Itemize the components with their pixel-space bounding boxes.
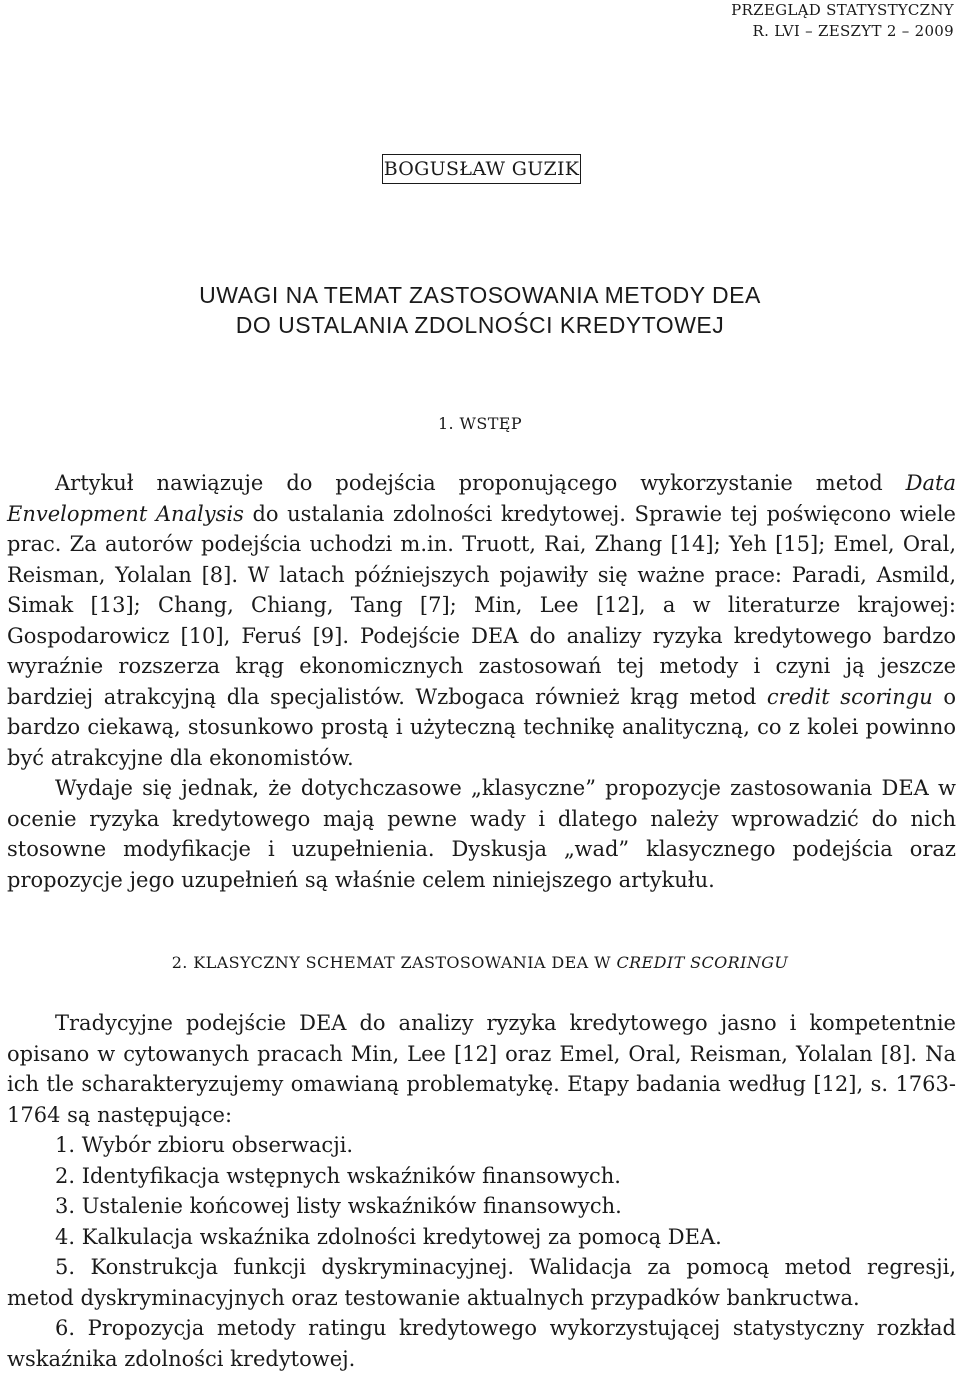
section-2-body — [7, 1008, 956, 1374]
author-name: BOGUSŁAW GUZIK — [382, 154, 581, 184]
section-2-heading — [0, 952, 960, 974]
paragraph-text: do ustalania zdolności kredytowej. Sprawie tej poświęcono wiele prac. Za autorów podejścia uchodzi m.in. Truott, Rai, Zhang [14]; Yeh [15]; Emel, Oral, Reisman, Yolalan [8]. W latach późniejszych pojawiły się ważne prace: Paradi, Asmild, Simak [13]; Chang, Chiang, Tang [7]; Min, Lee [12], a w literaturze krajowej: Gospodarowicz [10], Feruś [9]. Podejście DEA do analizy ryzyka kredytowego bardzo wyraźnie rozszerza krąg ekonomicznych zastosowań tej metody i czyni ją jeszcze bardziej atrakcyjną dla specjalistów. Wzbogaca również krąg metod — [7, 501, 956, 709]
paragraph-italic-text: credit scoringu — [766, 684, 933, 709]
list-item: 6. Propozycja metody ratingu kredytowego wykorzystującej statystyczny rozkład wskaźnika zdolności kredytowej. — [7, 1316, 956, 1371]
article-title-line-2: DO USTALANIA ZDOLNOŚCI KREDYTOWEJ — [235, 312, 725, 338]
section-1-paragraph-1 — [7, 468, 956, 773]
section-2-paragraph-1: Tradycyjne podejście DEA do analizy ryzyka kredytowego jasno i kompetentnie opisano w cytowanych pracach Min, Lee [12] oraz Emel, Oral, Reisman, Yolalan [8]. Na ich tle scharakteryzujemy omawianą problematykę. Etapy badania według [12], s. 1763-1764 są następujące: — [7, 1011, 956, 1127]
section-1-paragraph-2: Wydaje się jednak, że dotychczasowe „klasyczne” propozycje zastosowania DEA w ocenie ryzyka kredytowego mają pewne wady i dlatego należy wprowadzić do nich stosowne modyfikacje i uzupełnienia. Dyskusja „wad” klasycznego podejścia oraz propozycje jego uzupełnień są właśnie celem niniejszego artykułu. — [7, 776, 956, 892]
paragraph-italic-text: Data Envelopment Analysis — [7, 471, 956, 526]
section-2-heading-text: 2. KLASYCZNY SCHEMAT ZASTOSOWANIA DEA W — [171, 953, 617, 972]
list-item: 1. Wybór zbioru obserwacji. — [55, 1133, 354, 1157]
section-2-heading-italic: CREDIT SCORINGU — [616, 953, 789, 972]
stage-list — [7, 1130, 956, 1374]
journal-header — [731, 0, 954, 42]
list-item: 3. Ustalenie końcowej listy wskaźników finansowych. — [55, 1194, 622, 1218]
paragraph-text: Artykuł nawiązuje do podejścia proponującego wykorzystanie metod — [55, 471, 906, 495]
section-1-heading: 1. WSTĘP — [437, 414, 523, 433]
article-title-line-1: UWAGI NA TEMAT ZASTOSOWANIA METODY DEA — [199, 282, 761, 308]
article-title — [0, 280, 960, 340]
section-1-body — [7, 468, 956, 895]
list-item: 2. Identyfikacja wstępnych wskaźników finansowych. — [55, 1163, 621, 1188]
list-item: 5. Konstrukcja funkcji dyskryminacyjnej. Walidacja za pomocą metod regresji, metod dyskryminacyjnych oraz testowanie aktualnych przypadków bankructwa. — [7, 1255, 956, 1310]
journal-name: PRZEGLĄD STATYSTYCZNY — [731, 1, 954, 19]
paragraph-text: o bardzo ciekawą, stosunkowo prostą i użyteczną technikę analityczną, co z kolei powinno być atrakcyjne dla ekonomistów. — [7, 684, 956, 770]
list-item: 4. Kalkulacja wskaźnika zdolności kredytowej za pomocą DEA. — [55, 1224, 722, 1249]
journal-issue: R. LVI – ZESZYT 2 – 2009 — [752, 22, 954, 40]
